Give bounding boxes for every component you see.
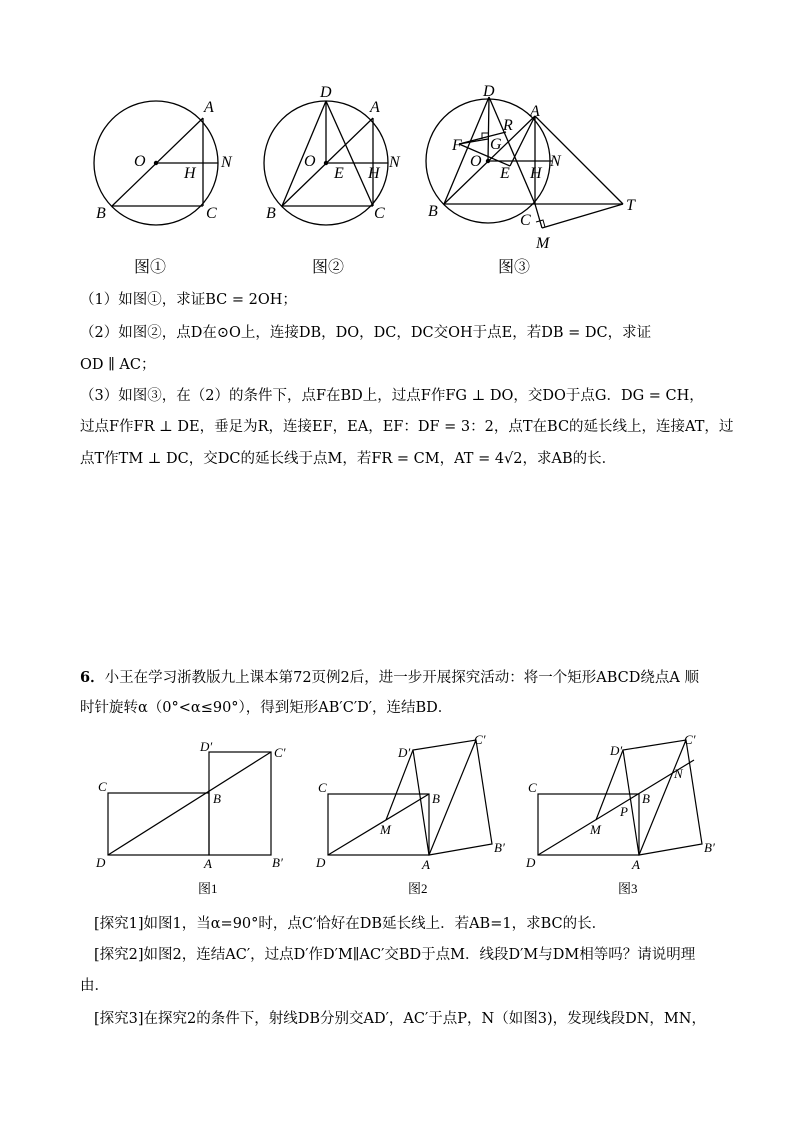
label-e: E xyxy=(500,165,510,182)
label-d: D xyxy=(526,855,536,870)
q5-part3-line3: 点T作TM ⊥ DC，交DC的延长线于点M，若FR = CM，AT = 4√2，求AB的长． xyxy=(80,451,617,467)
label-e: E xyxy=(334,165,344,182)
label-b-prime: B′ xyxy=(272,855,283,870)
figure-2 xyxy=(258,82,418,282)
label-h: H xyxy=(368,165,380,182)
label-d: D xyxy=(316,855,326,870)
label-h: H xyxy=(530,165,542,182)
label-d-prime: D′ xyxy=(398,745,411,760)
label-g: G xyxy=(490,136,502,153)
figure-caption: 图③ xyxy=(498,259,531,276)
label-b-prime: B′ xyxy=(494,840,505,855)
figure-caption: 图1 xyxy=(198,881,218,896)
figure-caption: 图② xyxy=(312,259,345,276)
figure-caption: 图2 xyxy=(408,881,428,896)
label-b: B xyxy=(213,791,221,806)
rect-figure-2 xyxy=(314,730,524,900)
label-c-prime: C′ xyxy=(274,745,286,760)
label-p: P xyxy=(620,804,628,819)
label-a: A xyxy=(530,103,540,120)
label-b: B xyxy=(96,205,106,222)
label-d: D xyxy=(96,855,106,870)
label-o: O xyxy=(470,153,482,170)
label-b: B xyxy=(642,791,650,806)
rect-figure-3 xyxy=(524,730,744,900)
label-r: R xyxy=(503,117,513,134)
label-b: B xyxy=(266,205,276,222)
label-b: B xyxy=(432,791,440,806)
label-h: H xyxy=(184,165,196,182)
label-c-prime: C′ xyxy=(474,732,486,747)
label-n: N xyxy=(389,154,400,171)
label-o: O xyxy=(134,153,146,170)
explore-1: [探究1]如图1，当α=90°时，点C′恰好在DB延长线上．若AB=1，求BC的长． xyxy=(94,916,607,932)
explore-2-line2: 由． xyxy=(80,978,109,994)
label-c: C xyxy=(318,780,327,795)
label-d-prime: D′ xyxy=(200,739,213,754)
label-d: D xyxy=(320,84,332,101)
label-d: D xyxy=(483,83,495,100)
label-b-prime: B′ xyxy=(704,840,715,855)
label-m: M xyxy=(536,235,550,252)
q6-intro-line2: 时针旋转α（0°<α≤90°），得到矩形AB′C′D′，连结BD． xyxy=(80,700,453,716)
label-d-prime: D′ xyxy=(610,743,623,758)
label-c: C xyxy=(374,205,385,222)
label-n: N xyxy=(674,766,683,781)
label-a: A xyxy=(204,99,214,116)
label-c: C xyxy=(520,212,531,229)
label-o: O xyxy=(304,153,316,170)
q6-intro-line1 xyxy=(80,668,699,688)
figure-3 xyxy=(418,82,648,282)
label-a: A xyxy=(370,99,380,116)
label-m: M xyxy=(590,822,601,837)
label-m: M xyxy=(380,822,391,837)
label-b: B xyxy=(428,203,438,220)
label-a: A xyxy=(422,857,430,872)
label-a: A xyxy=(632,857,640,872)
q6-intro-text: 小王在学习浙教版九上课本第72页例2后，进一步开展探究活动：将一个矩形ABCD绕点A 顺 xyxy=(104,670,699,686)
figure-caption: 图① xyxy=(134,259,167,276)
q5-part3-line1: （3）如图③，在（2）的条件下，点F在BD上，过点F作FG ⊥ DO，交DO于点G．DG = CH， xyxy=(80,388,704,404)
label-t: T xyxy=(626,197,635,214)
explore-3: [探究3]在探究2的条件下，射线DB分别交AD′，AC′于点P，N（如图3)，发现线段DN，MN， xyxy=(94,1011,706,1027)
label-c: C xyxy=(528,780,537,795)
label-c: C xyxy=(206,205,217,222)
q5-part1: （1）如图①，求证BC = 2OH； xyxy=(80,292,297,308)
label-n: N xyxy=(221,154,232,171)
figure-1 xyxy=(88,92,248,282)
explore-2-line1: [探究2]如图2，连结AC′，过点D′作D′M∥AC′交BD于点M．线段D′M与DM相等吗？请说明理 xyxy=(94,947,696,963)
q5-part3-line2: 过点F作FR ⊥ DE，垂足为R，连接EF，EA，EF：DF = 3：2，点T在BC的延长线上，连接AT，过 xyxy=(80,419,734,435)
label-a: A xyxy=(204,856,212,871)
rect-figure-1 xyxy=(94,735,304,900)
label-c: C xyxy=(98,779,107,794)
label-c-prime: C′ xyxy=(684,732,696,747)
q5-part2-line2: OD ∥ AC； xyxy=(80,357,156,373)
label-f: F xyxy=(452,137,462,154)
figure-caption: 图3 xyxy=(618,881,638,896)
q5-part2-line1: （2）如图②，点D在⊙O上，连接DB，DO，DC，DC交OH于点E，若DB = DC，求证 xyxy=(80,325,652,341)
question-number: 6． xyxy=(80,669,105,686)
label-n: N xyxy=(550,153,561,170)
